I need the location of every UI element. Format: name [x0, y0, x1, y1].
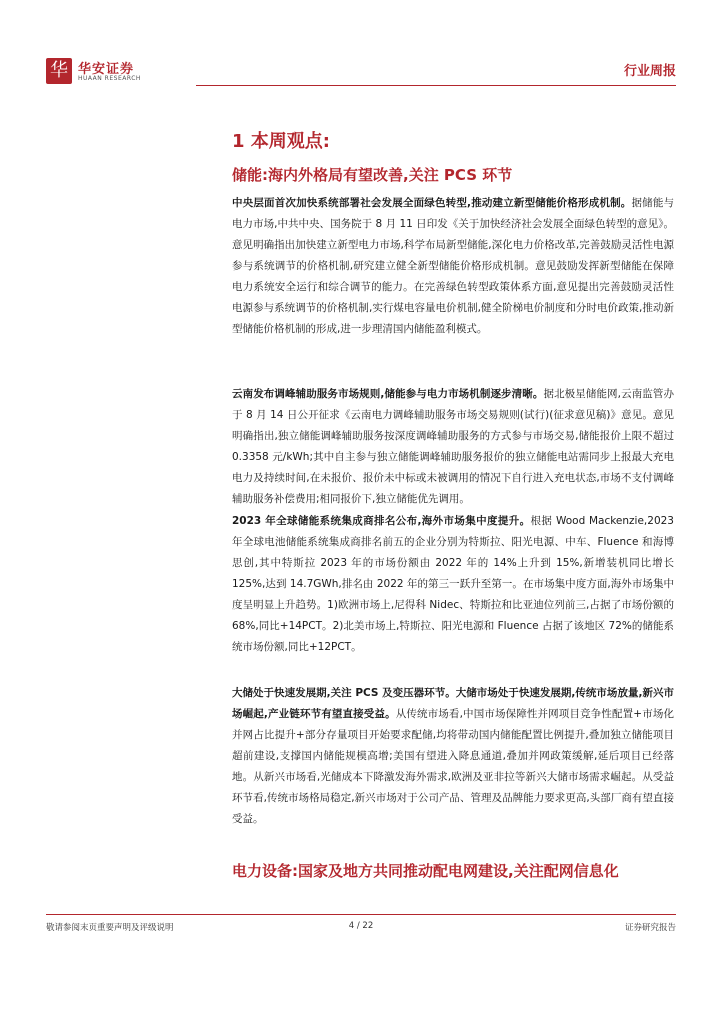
footer-disclaimer: 敬请参阅末页重要声明及评级说明 — [46, 923, 174, 933]
footer-doc-type: 证券研究报告 — [624, 923, 676, 933]
paragraph-body: 根据 Wood Mackenzie,2023 年全球电池储能系统集成商排名前五的企业分别为特斯拉、阳光电源、中车、Fluence 和海博思创,其中特斯拉 2023 年的市场份额由 2022 年的 14%上升到 15%,新增装机同比增长 125%,达到 14.7GWh,排名由 2022 年的第三一跃升至第一。在市场集中度方面,海外市场集中度呈明显上升趋势。1)欧洲市场上,尼得科 Nidec、特斯拉和比亚迪位列前三,占据了市场份额的 68%,同比+14PCT。2)北美市场上,特斯拉、阳光电源和 Fluence 占据了该地区 72%的储能系统市场份额,同比+12PCT。 — [232, 515, 674, 653]
paragraph-lead: 中央层面首次加快系统部署社会发展全面绿色转型,推动建立新型储能价格形成机制。 — [232, 197, 632, 209]
page-footer — [46, 914, 676, 939]
paragraph-body: 据储能与电力市场,中共中央、国务院于 8 月 11 日印发《关于加快经济社会发展全面绿色转型的意见》。意见明确指出加快建立新型电力市场,科学布局新型储能,深化电力价格改革,完善鼓励灵活性电源参与系统调节的价格机制,研究建立健全新型储能价格形成机制。意见鼓励发挥新型储能在保障电力系统安全运行和综合调节的能力。在完善绿色转型政策体系方面,意见提出完善鼓励灵活性电源参与系统调节的价格机制,实行煤电容量电价机制,健全阶梯电价制度和分时电价政策,推动新型储能价格机制的形成,进一步理清国内储能盈利模式。 — [232, 197, 675, 335]
paragraph-lead: 大储处于快速发展期,关注 PCS 及变压器环节。大储市场处于快速发展期,传统市场放量,新兴市场崛起,产业链环节有望直接受益。 — [232, 687, 674, 720]
power-equipment-heading: 电力设备:国家及地方共同推动配电网建设,关注配网信息化 — [232, 862, 619, 880]
logo-name-en: HUAAN RESEARCH — [78, 75, 141, 82]
paragraph-central-policy — [232, 193, 674, 340]
paragraph-large-storage — [232, 683, 674, 830]
logo-name-cn: 华安证券 — [78, 62, 135, 77]
paragraph-integrator-ranking — [232, 511, 674, 658]
energy-storage-heading: 储能:海内外格局有望改善,关注 PCS 环节 — [232, 166, 513, 184]
page-number: 4 / 22 — [348, 921, 374, 931]
huaan-logo-icon: 华 — [46, 58, 72, 84]
paragraph-lead: 云南发布调峰辅助服务市场规则,储能参与电力市场机制逐步清晰。 — [232, 388, 544, 400]
paragraph-yunnan-rules — [232, 384, 674, 510]
report-type-label: 行业周报 — [623, 64, 676, 79]
paragraph-lead: 2023 年全球储能系统集成商排名公布,海外市场集中度提升。 — [232, 515, 531, 527]
paragraph-body: 从传统市场看,中国市场保障性并网项目竞争性配置+市场化并网占比提升+部分存量项目开始要求配储,均将带动国内储能配置比例提升,叠加独立储能项目超前建设,支撑国内储能规模高增;美国有望进入降息通道,叠加并网政策缓解,延后项目已经落地。从新兴市场看,光储成本下降激发海外需求,欧洲及亚非拉等新兴大储市场需求崛起。从受益环节看,传统市场格局稳定,新兴市场对于公司产品、管理及品牌能力要求更高,头部厂商有望直接受益。 — [232, 708, 674, 825]
header-divider — [196, 85, 676, 86]
section-title: 1 本周观点: — [232, 131, 330, 152]
paragraph-body: 据北极星储能网,云南监管办于 8 月 14 日公开征求《云南电力调峰辅助服务市场交易规则(试行)(征求意见稿)》意见。意见明确指出,独立储能调峰辅助服务按深度调峰辅助服务的方式参与市场交易,储能报价上限不超过 0.3358 元/kWh;其中自主参与独立储能调峰辅助服务报价的独立储能电站需同步上报最大充电电力及持续时间,在未报价、报价未中标或未被调用的情况下自行进入充电状态,市场不支付调峰辅助服务补偿费用;相同报价下,独立储能优先调用。 — [232, 388, 674, 505]
page-header — [46, 56, 676, 88]
